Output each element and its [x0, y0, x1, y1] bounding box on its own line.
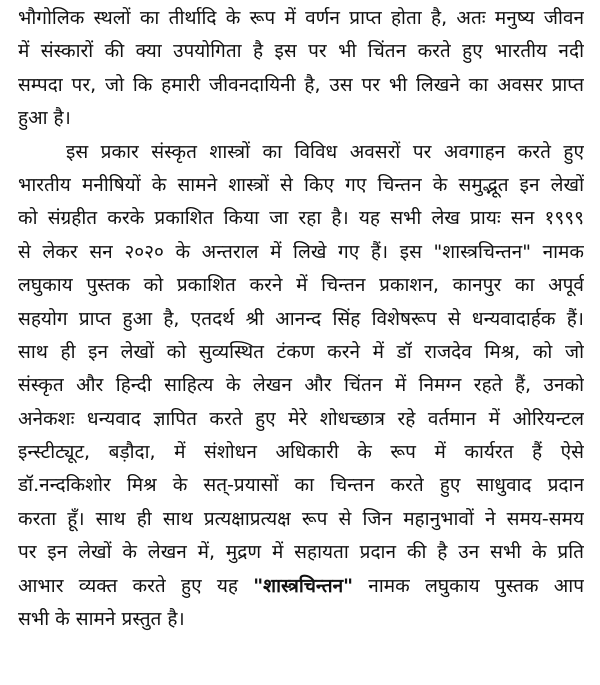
text-line: अनेकशः धन्यवाद ज्ञापित करते हुए मेरे शोधच्छात्र रहे वर्तमान में ओरियन्टल [18, 407, 584, 430]
text-line: डॉ.नन्दकिशोर मिश्र के सत्-प्रयासों का चिन्तन करते हुए साधुवाद प्रदान [18, 474, 584, 497]
text-line: में संस्कारों की क्या उपयोगिता है इस पर भी चिंतन करते हुए भारतीय नदी [18, 40, 584, 63]
text-line: पर इन लेखों के लेखन में, मुद्रण में सहायता प्रदान की है उन सभी के प्रति [18, 541, 584, 564]
text-line-with-title [18, 570, 584, 603]
text-line: सहयोग प्राप्त हुआ है, एतदर्थ श्री आनन्द सिंह विशेषरूप से धन्यवादार्हक हैं। [18, 307, 584, 330]
text-fragment: नामक लघुकाय पुस्तक आप [353, 574, 584, 597]
text-line: सभी के सामने प्रस्तुत है। [18, 608, 185, 631]
book-title-emphasis: "शास्त्रचिन्तन" [253, 574, 354, 597]
text-line: साथ ही इन लेखों को सुव्यस्थित टंकण करने में डॉ राजदेव मिश्र, को जो [18, 340, 584, 363]
text-line: सम्पदा पर, जो कि हमारी जीवनदायिनी है, उस पर भी लिखने का अवसर प्राप्त [18, 73, 584, 96]
text-line: से लेकर सन २०२० के अन्तराल में लिखे गए हैं। इस "शास्त्रचिन्तन" नामक [18, 240, 584, 263]
text-line: लघुकाय पुस्तक को प्रकाशित करने में चिन्तन प्रकाशन, कानपुर का अपूर्व [18, 274, 584, 297]
paragraph-2 [18, 136, 584, 637]
text-line: संस्कृत और हिन्दी साहित्य के लेखन और चिंतन में निमग्न रहते हैं, उनको [18, 374, 584, 397]
text-line: को संग्रहीत करके प्रकाशित किया जा रहा है। यह सभी लेख प्रायः सन १९९९ [18, 207, 584, 230]
text-fragment: आभार व्यक्त करते हुए यह [18, 574, 254, 597]
text-line: करता हूँ। साथ ही साथ प्रत्यक्षाप्रत्यक्ष रूप से जिन महानुभावों ने समय-समय [18, 507, 584, 530]
document-page [18, 2, 584, 636]
text-line: भौगोलिक स्थलों का तीर्थादि के रूप में वर्णन प्राप्त होता है, अतः मनुष्य जीवन [18, 7, 584, 29]
text-line: भारतीय मनीषियों के सामने शास्त्रों से किए गए चिन्तन के समुद्भूत इन लेखों [18, 173, 584, 196]
paragraph-1 [18, 2, 584, 136]
text-line: इस प्रकार संस्कृत शास्त्रों का विविध अवसरों पर अवगाहन करते हुए [66, 140, 584, 163]
text-line: हुआ है। [18, 107, 71, 130]
text-line: इन्स्टीट्यूट, बड़ौदा, में संशोधन अधिकारी के रूप में कार्यरत हैं ऐसे [18, 441, 584, 464]
